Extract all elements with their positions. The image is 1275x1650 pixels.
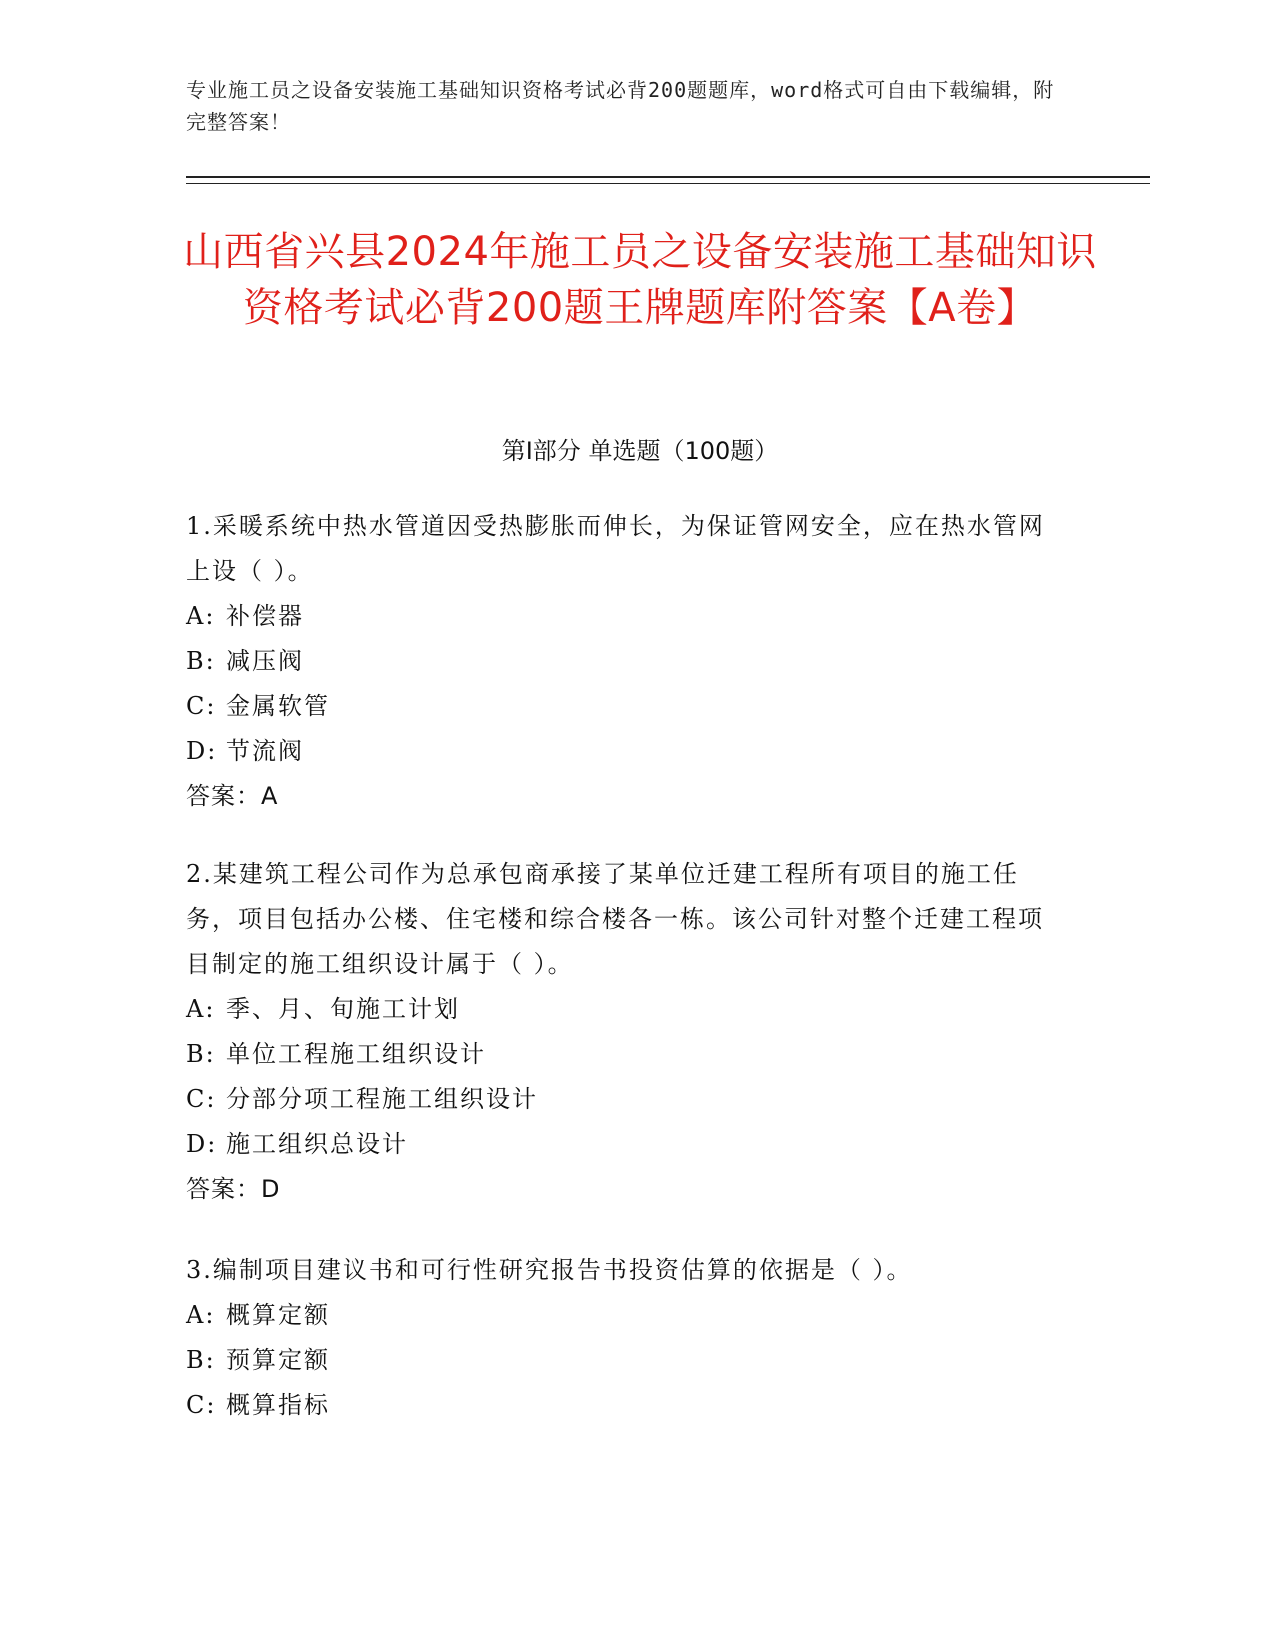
question-stem: 1.采暖系统中热水管道因受热膨胀而伸长，为保证管网安全，应在热水管网上设（ ）。 <box>186 512 1045 585</box>
option-a <box>186 987 1066 1032</box>
option-text: 单位工程施工组织设计 <box>226 1040 486 1068</box>
option-letter: C: <box>186 1085 217 1113</box>
option-text: 节流阀 <box>226 737 304 765</box>
option-a <box>186 594 1066 639</box>
option-letter: A: <box>186 602 216 630</box>
option-text: 概算定额 <box>226 1301 330 1329</box>
option-text: 施工组织总设计 <box>226 1130 408 1158</box>
option-text: 金属软管 <box>226 692 330 720</box>
option-letter: B: <box>186 647 216 675</box>
option-text: 分部分项工程施工组织设计 <box>226 1085 538 1113</box>
option-text: 补偿器 <box>226 602 304 630</box>
answer: 答案：A <box>186 782 279 810</box>
question-stem: 2.某建筑工程公司作为总承包商承接了某单位迁建工程所有项目的施工任务，项目包括办公楼、住宅楼和综合楼各一栋。该公司针对整个迁建工程项目制定的施工组织设计属于（ ）。 <box>186 860 1044 978</box>
header-divider-thin <box>186 183 1150 184</box>
option-b <box>186 1338 1066 1383</box>
option-c <box>186 1383 1066 1428</box>
option-c <box>186 684 1066 729</box>
option-c <box>186 1077 1066 1122</box>
option-letter: A: <box>186 1301 216 1329</box>
answer: 答案：D <box>186 1175 281 1203</box>
option-letter: C: <box>186 692 217 720</box>
option-text: 预算定额 <box>226 1346 330 1374</box>
option-b <box>186 639 1066 684</box>
option-d <box>186 729 1066 774</box>
question-stem: 3.编制项目建议书和可行性研究报告书投资估算的依据是（ ）。 <box>186 1256 913 1284</box>
header-divider-thick <box>186 176 1150 178</box>
option-a <box>186 1293 1066 1338</box>
question-1 <box>186 504 1066 819</box>
option-text: 减压阀 <box>226 647 304 675</box>
option-letter: D: <box>186 737 218 765</box>
question-2 <box>186 852 1066 1212</box>
option-d <box>186 1122 1066 1167</box>
option-text: 概算指标 <box>226 1391 330 1419</box>
section-title: 第Ⅰ部分 单选题（100题） <box>501 437 779 465</box>
question-3 <box>186 1248 1066 1428</box>
option-b <box>186 1032 1066 1077</box>
option-letter: C: <box>186 1391 217 1419</box>
option-letter: B: <box>186 1040 216 1068</box>
option-letter: D: <box>186 1130 218 1158</box>
option-text: 季、月、旬施工计划 <box>226 995 460 1023</box>
document-title: 山西省兴县2024年施工员之设备安装施工基础知识资格考试必背200题王牌题库附答案【A卷】 <box>183 229 1097 331</box>
option-letter: B: <box>186 1346 216 1374</box>
header-note: 专业施工员之设备安装施工基础知识资格考试必背200题题库，word格式可自由下载编辑，附完整答案！ <box>186 78 1055 134</box>
option-letter: A: <box>186 995 216 1023</box>
